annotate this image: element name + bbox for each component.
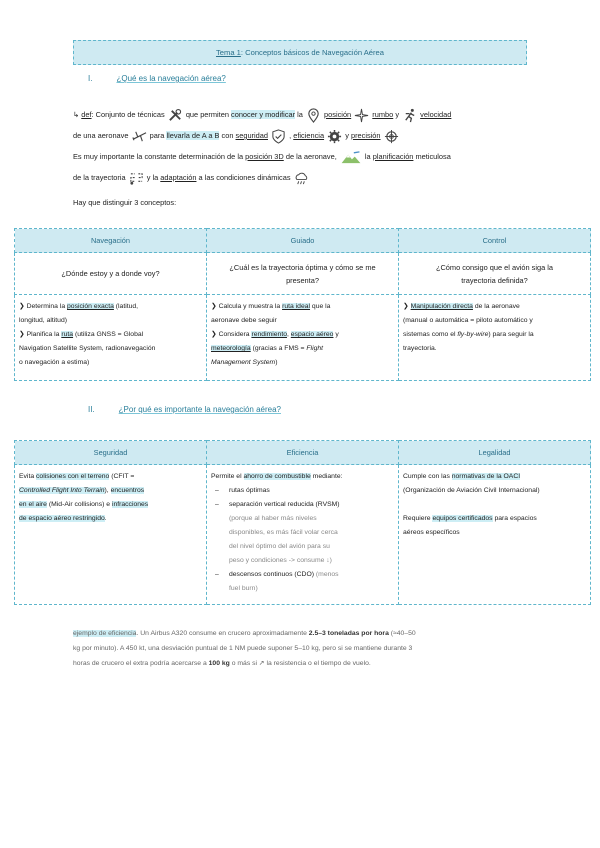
crosshair-icon bbox=[384, 129, 399, 144]
header-seguridad: Seguridad bbox=[15, 441, 207, 465]
text: y la bbox=[146, 173, 159, 182]
cloud-rain-icon bbox=[294, 171, 309, 186]
ruta-ideal: ruta ideal bbox=[282, 303, 311, 310]
posicion-3d-word: posición 3D bbox=[245, 152, 284, 161]
text: (latitud, bbox=[115, 303, 139, 310]
ahorro-combustible: ahorro de combustible bbox=[243, 473, 311, 480]
text: (Mid-Air collisions) e bbox=[48, 501, 111, 508]
text: ), bbox=[104, 487, 109, 494]
highlight-conocer: conocer y modificar bbox=[231, 110, 296, 119]
text: Flight bbox=[306, 345, 324, 352]
text: , bbox=[289, 131, 292, 140]
espacio-aereo-word: espacio aéreo bbox=[290, 331, 334, 338]
text: para espacios bbox=[494, 515, 537, 522]
text: trayectoria. bbox=[403, 345, 437, 352]
runner-icon bbox=[402, 108, 417, 123]
text: ❯ Planifica la bbox=[19, 331, 60, 338]
infracciones-word: infracciones bbox=[111, 501, 149, 508]
airplane-icon bbox=[132, 129, 147, 144]
text: . Un Airbus A320 consume en crucero aproximadamente bbox=[136, 630, 307, 637]
manipulacion-directa: Manipulación directa bbox=[410, 303, 473, 310]
three-concepts-intro: Hay que distinguir 3 conceptos: bbox=[73, 198, 177, 207]
cell-legalidad bbox=[399, 465, 591, 605]
example-label: ejemplo de eficiencia bbox=[73, 630, 137, 637]
text: (Organización de Aviación Civil Internacional) bbox=[403, 487, 540, 494]
velocidad-word: velocidad bbox=[420, 110, 452, 119]
espacio-restringido: de espacio aéreo restringido bbox=[19, 515, 105, 522]
page-title bbox=[73, 40, 527, 65]
posicion-word: posición bbox=[324, 110, 352, 119]
text: sistemas como el bbox=[403, 331, 456, 338]
compass-icon bbox=[354, 108, 369, 123]
shield-check-icon bbox=[271, 129, 286, 144]
cell-navegacion bbox=[15, 295, 207, 381]
colisiones-terreno: colisiones con el terreno bbox=[36, 473, 110, 480]
eficiencia-word: eficiencia bbox=[293, 131, 325, 140]
meteorologia-word: meteorología bbox=[211, 345, 251, 352]
text: de la aeronave, bbox=[285, 152, 337, 161]
precision-word: precisión bbox=[350, 131, 381, 140]
section-1-heading bbox=[88, 74, 226, 83]
text: la bbox=[364, 152, 371, 161]
tools-icon bbox=[168, 108, 183, 123]
text: de la trayectoria bbox=[73, 173, 126, 182]
gear-icon bbox=[327, 129, 342, 144]
text: (manual o automática = piloto automático y bbox=[403, 317, 533, 324]
question-guiado: ¿Cuál es la trayectoria óptima y cómo se me presenta? bbox=[207, 253, 399, 295]
text: ❯ bbox=[403, 303, 409, 310]
text: fly-by-wire bbox=[457, 331, 489, 338]
section-1-number: I. bbox=[88, 74, 93, 83]
text: de una aeronave bbox=[73, 131, 129, 140]
cell-seguridad bbox=[15, 465, 207, 605]
text: horas de crucero el extra podría acercarse a bbox=[73, 660, 207, 667]
equipos-certificados: equipos certificados bbox=[432, 515, 493, 522]
text: Requiere bbox=[403, 515, 431, 522]
text: y bbox=[395, 110, 400, 119]
rendimiento-word: rendimiento bbox=[251, 331, 287, 338]
text: Cumple con las bbox=[403, 473, 450, 480]
text: kg por minuto). A 450 kt, una desviación puntual de 1 NM puede suponer 5–10 kg, pero si se mantiene durante 3 bbox=[73, 645, 413, 652]
text: la bbox=[297, 110, 303, 119]
highlight-llevarla: llevarla de A a B bbox=[166, 131, 220, 140]
text: Navigation Satellite System, radionavegación bbox=[19, 345, 156, 352]
text: del nivel óptimo del avión para su bbox=[229, 543, 330, 550]
text: para bbox=[149, 131, 165, 140]
question-control: ¿Cómo consigo que el avión siga la trayectoria definida? bbox=[399, 253, 591, 295]
text: peso y condiciones -> consume ↓) bbox=[229, 557, 332, 564]
text: . bbox=[104, 515, 107, 522]
planificacion-word: planificación bbox=[372, 152, 414, 161]
text: aeronave debe seguir bbox=[211, 317, 277, 324]
text: aéreos específicos bbox=[403, 529, 460, 536]
text: Management System bbox=[211, 359, 276, 366]
text: (CFIT = bbox=[111, 473, 135, 480]
route-path-icon bbox=[129, 171, 144, 186]
header-guiado: Guiado bbox=[207, 229, 399, 253]
list-item: – rutas óptimas bbox=[211, 484, 394, 498]
text: y bbox=[345, 131, 349, 140]
section-2-heading bbox=[88, 405, 281, 414]
section-2-text: ¿Por qué es importante la navegación aérea? bbox=[118, 405, 281, 414]
consumption-value: 2.5–3 toneladas por hora bbox=[308, 630, 389, 637]
cell-eficiencia bbox=[207, 465, 399, 605]
text: (porque al haber más niveles bbox=[229, 515, 317, 522]
encuentros-word: encuentros bbox=[110, 487, 145, 494]
question-navegacion: ¿Dónde estoy y a donde voy? bbox=[15, 253, 207, 295]
cfit-term: Controlled Flight Into Terrain bbox=[19, 487, 105, 494]
definition-paragraph bbox=[73, 104, 533, 146]
list-item: descensos continuos (CDO) bbox=[229, 571, 314, 578]
text: meticulosa bbox=[415, 152, 451, 161]
mountain-landscape-icon bbox=[340, 150, 362, 165]
header-legalidad: Legalidad bbox=[399, 441, 591, 465]
text: (utiliza GNSS = Global bbox=[74, 331, 144, 338]
text: de la aeronave bbox=[474, 303, 520, 310]
header-eficiencia: Eficiencia bbox=[207, 441, 399, 465]
text: ) bbox=[275, 359, 278, 366]
text: (menos bbox=[315, 571, 339, 578]
text: (gracias a FMS = bbox=[252, 345, 305, 352]
list-item: – separación vertical reducida (RVSM) bbox=[211, 498, 394, 512]
concepts-table bbox=[14, 228, 591, 381]
text: mediante: bbox=[312, 473, 343, 480]
def-label: def bbox=[81, 110, 92, 119]
text: que la bbox=[311, 303, 331, 310]
text: o más si ↗ la resistencia o el tiempo de vuelo. bbox=[231, 660, 371, 667]
efficiency-example bbox=[73, 626, 533, 671]
text: ❯ Considera bbox=[211, 331, 250, 338]
rumbo-word: rumbo bbox=[372, 110, 394, 119]
normativas-oaci: normativas de la OACI bbox=[451, 473, 521, 480]
importance-paragraph bbox=[73, 146, 533, 188]
text: fuel burn) bbox=[229, 585, 258, 592]
seguridad-word: seguridad bbox=[235, 131, 268, 140]
importance-table bbox=[14, 440, 591, 605]
text: ❯ Calcula y muestra la bbox=[211, 303, 281, 310]
text: (≈40–50 bbox=[390, 630, 416, 637]
title-rest: : Conceptos básicos de Navegación Aérea bbox=[240, 48, 384, 57]
section-2-number: II. bbox=[88, 405, 95, 414]
section-1-text: ¿Qué es la navegación aérea? bbox=[116, 74, 226, 83]
location-pin-icon bbox=[306, 108, 321, 123]
text: Es muy importante la constante determinación de la bbox=[73, 152, 244, 161]
text: ❯ Determina la bbox=[19, 303, 66, 310]
text: o navegación a estima) bbox=[19, 359, 90, 366]
text: ) para seguir la bbox=[488, 331, 534, 338]
text: longitud, altitud) bbox=[19, 317, 67, 324]
text: que permiten bbox=[185, 110, 229, 119]
adaptacion-word: adaptación bbox=[160, 173, 197, 182]
en-el-aire: en el aire bbox=[19, 501, 47, 508]
text: , bbox=[286, 331, 289, 338]
cell-control bbox=[399, 295, 591, 381]
ruta-word: ruta bbox=[61, 331, 74, 338]
header-control: Control bbox=[399, 229, 591, 253]
header-navegacion: Navegación bbox=[15, 229, 207, 253]
cell-guiado bbox=[207, 295, 399, 381]
text: Permite el bbox=[211, 473, 242, 480]
text: y bbox=[335, 331, 339, 338]
extra-fuel-value: 100 kg bbox=[208, 660, 230, 667]
text: Evita bbox=[19, 473, 35, 480]
title-prefix: Tema 1 bbox=[215, 48, 241, 57]
text: con bbox=[221, 131, 234, 140]
arrow-glyph: ↳ bbox=[73, 110, 80, 119]
posicion-exacta: posición exacta bbox=[67, 303, 114, 310]
text: : Conjunto de técnicas bbox=[91, 110, 165, 119]
text: disponibles, es más fácil volar cerca bbox=[229, 529, 338, 536]
text: a las condiciones dinámicas bbox=[198, 173, 291, 182]
